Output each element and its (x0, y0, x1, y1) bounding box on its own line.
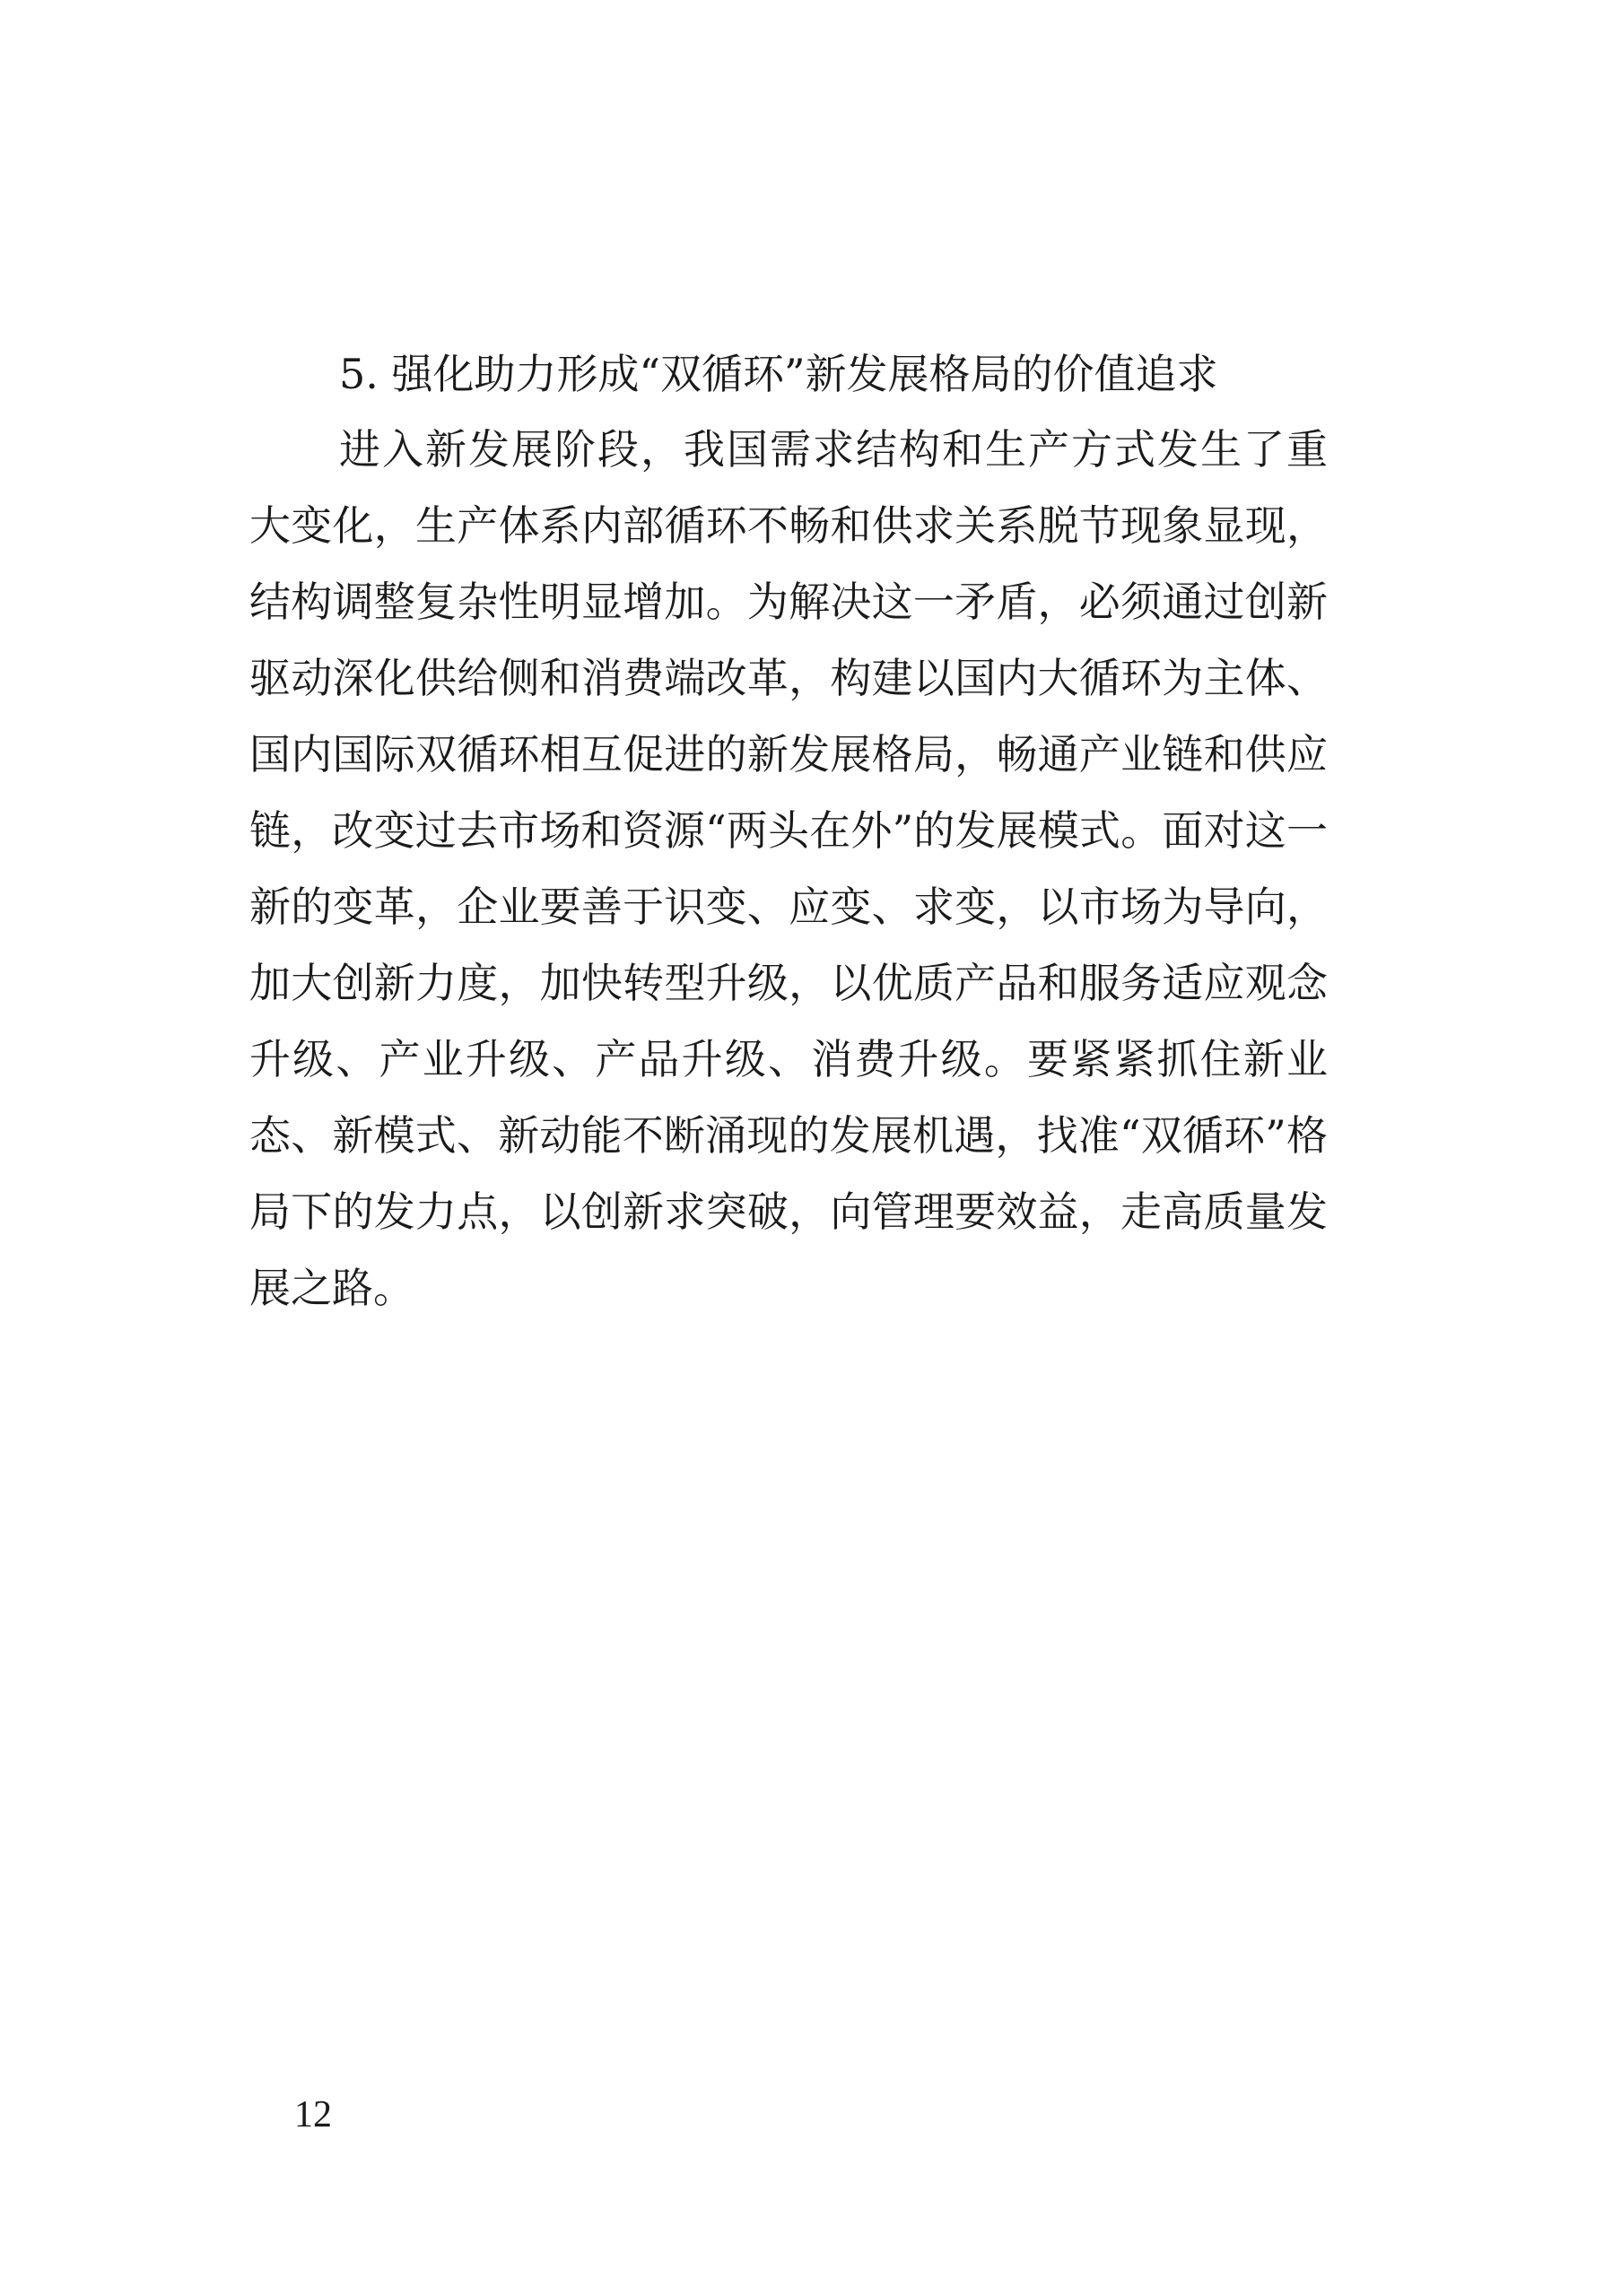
page-number: 12 (294, 2094, 332, 2135)
section-heading: 5. 强化助力形成“双循环”新发展格局的价值追求 (339, 350, 1218, 398)
main-content (249, 336, 1328, 1326)
body-paragraph: 进入新发展阶段，我国需求结构和生产方式发生了重大变化，生产体系内部循环不畅和供求关系脱节现象显现，结构调整复杂性明显增加。为解决这一矛盾，必须通过创新驱动深化供给侧和消费端改革，构建以国内大循环为主体、国内国际双循环相互促进的新发展格局，畅通产业链和供应链，改变过去市场和资源“两头在外”的发展模式。面对这一新的变革，企业要善于识变、应变、求变，以市场为导向，加大创新力度，加快转型升级，以优质产品和服务适应观念升级、产业升级、产品升级、消费升级。要紧紧抓住新业态、新模式、新动能不断涌现的发展机遇，找准“双循环”格局下的发力点，以创新求突破，向管理要效益，走高质量发展之路。 (249, 425, 1328, 1312)
